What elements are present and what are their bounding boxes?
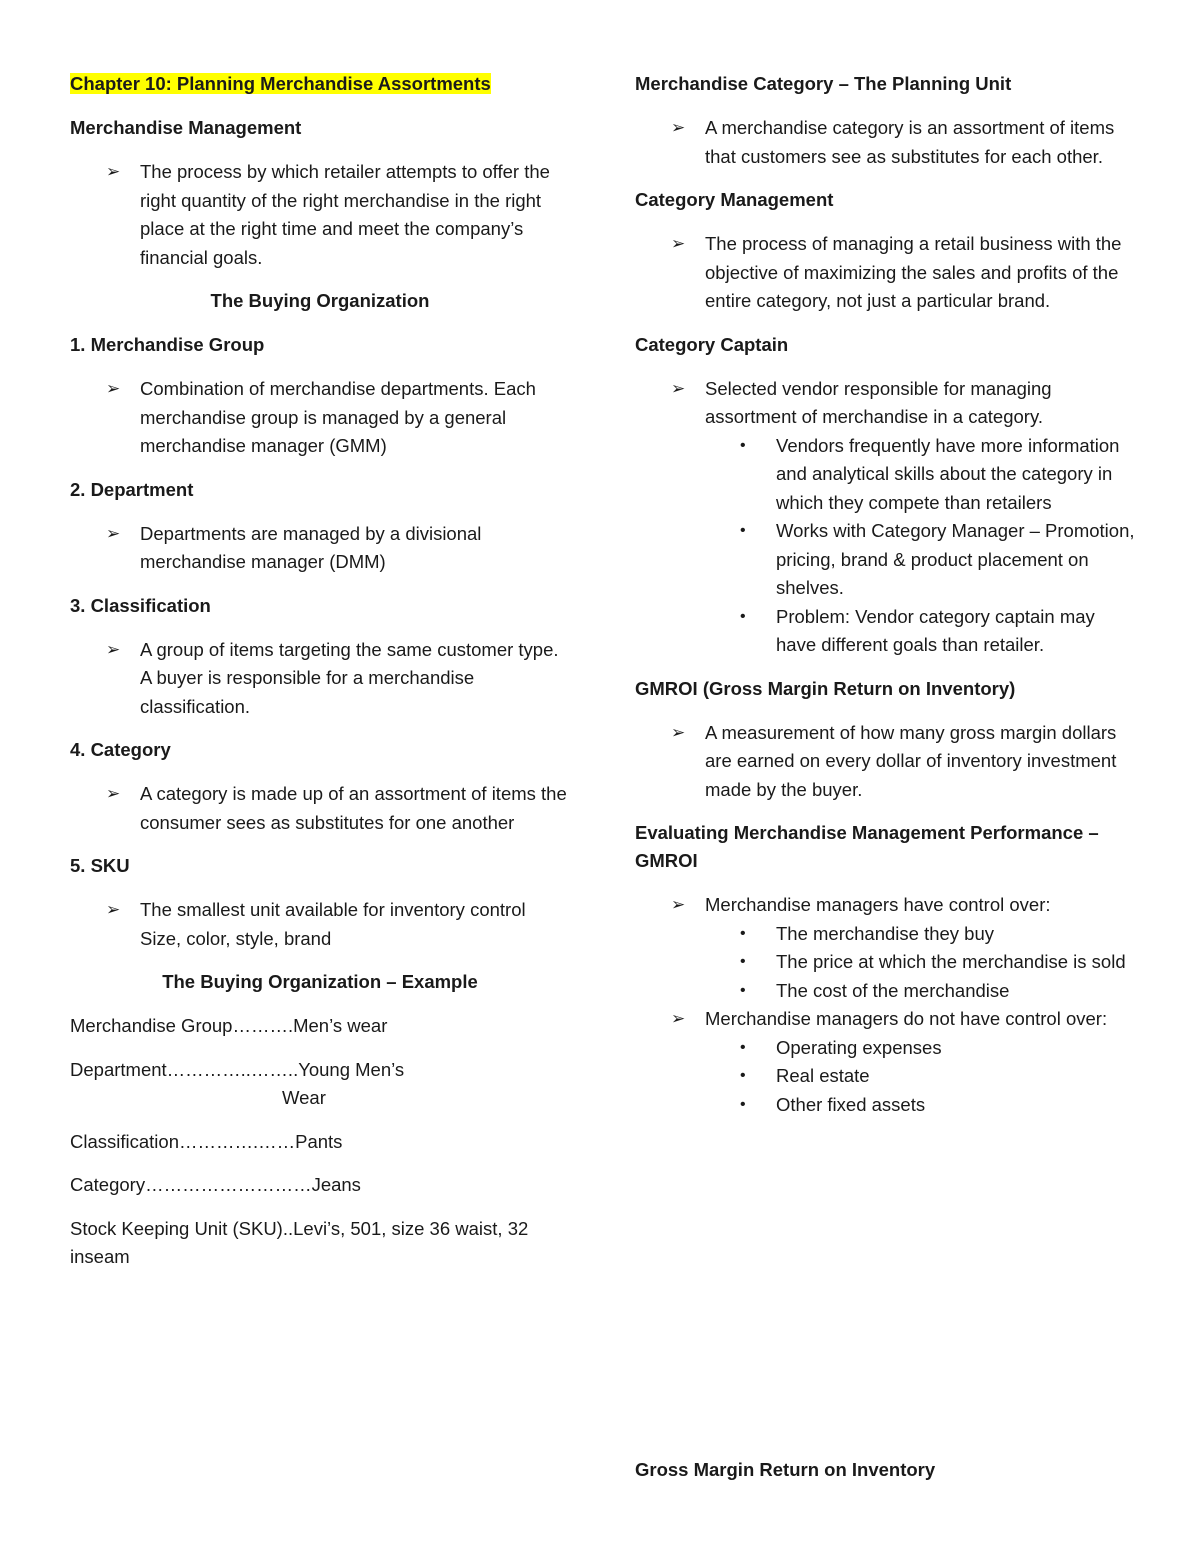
left-column [70,70,570,1287]
no-control-subpoints [635,1034,1135,1120]
example-row-category: Category………………………Jeans [70,1174,361,1195]
planning-unit-heading: Merchandise Category – The Planning Unit [635,73,1012,94]
level-bullet-merchandise-group: ➢ Combination of merchandise departments. Each merchandise group is managed by a general merchandise manager (GMM) [70,375,570,461]
example-title: The Buying Organization – Example [162,971,478,992]
level-heading-classification: 3. Classification [70,594,211,616]
dot-bullet-icon: • [740,1095,746,1113]
planning-unit-bullet: ➢ A merchandise category is an assortment of items that customers see as substitutes for each other. [635,114,1135,171]
list-item: • Real estate [635,1062,1135,1091]
dot-bullet-icon: • [740,924,746,942]
level-bullet-sku: ➢ The smallest unit available for inventory control Size, color, style, brand [70,896,570,953]
category-captain-bullet: ➢ Selected vendor responsible for managing assortment of merchandise in a category. [635,375,1135,432]
example-row-sku: Stock Keeping Unit (SKU)..Levi’s, 501, size 36 waist, 32 inseam [70,1217,529,1267]
evaluating-heading: Evaluating Merchandise Management Performance – GMROI [635,822,1099,871]
gmroi-bullet: ➢ A measurement of how many gross margin dollars are earned on every dollar of inventory investment made by the buyer. [635,719,1135,805]
arrow-bullet-icon: ➢ [106,639,121,659]
arrow-bullet-icon: ➢ [106,523,121,543]
merchandise-management-bullet: ➢ The process by which retailer attempts to offer the right quantity of the right merchandise in the right place at the right time and meet the company’s financial goals. [70,158,570,272]
list-item: • The merchandise they buy [635,920,1135,949]
level-heading-category: 4. Category [70,739,171,760]
example-row-department: Department…………..……..Young Men’s Wear [70,1058,405,1108]
arrow-bullet-icon: ➢ [106,900,121,919]
level-heading-sku: 5. SKU [70,855,130,876]
list-item: • Vendors frequently have more information and analytical skills about the category in which they compete than retailers [635,432,1135,518]
category-captain-subpoints [635,432,1135,660]
category-captain-heading: Category Captain [635,333,789,355]
category-management-bullet: ➢ The process of managing a retail business with the objective of maximizing the sales and profits of the entire category, not just a particular brand. [635,230,1135,316]
arrow-bullet-icon: ➢ [671,722,686,742]
arrow-bullet-icon: ➢ [106,162,121,181]
level-bullet-classification: ➢ A group of items targeting the same customer type. A buyer is responsible for a merchandise classification. [70,636,570,722]
gross-margin-return-title: Gross Margin Return on Inventory [635,1459,936,1480]
dot-bullet-icon: • [740,436,746,454]
arrow-bullet-icon: ➢ [671,1009,686,1028]
gmroi-heading: GMROI (Gross Margin Return on Inventory) [635,677,1016,699]
level-heading-merchandise-group: 1. Merchandise Group [70,334,265,355]
dot-bullet-icon: • [740,1067,746,1084]
list-item: • The cost of the merchandise [635,977,1135,1006]
chapter-title: Chapter 10: Planning Merchandise Assortments [70,73,491,94]
list-item: • Problem: Vendor category captain may have different goals than retailer. [635,603,1135,660]
arrow-bullet-icon: ➢ [671,895,686,914]
list-item: • The price at which the merchandise is sold [635,948,1135,977]
category-management-heading: Category Management [635,189,834,210]
buying-organization-title: The Buying Organization [210,290,430,311]
arrow-bullet-icon: ➢ [106,379,121,398]
arrow-bullet-icon: ➢ [106,784,121,803]
example-row-merchandise-group: Merchandise Group……….Men’s wear [70,1015,388,1036]
level-heading-department: 2. Department [70,478,194,500]
dot-bullet-icon: • [740,953,746,970]
list-item: • Operating expenses [635,1034,1135,1063]
level-bullet-department: ➢ Departments are managed by a divisional merchandise manager (DMM) [70,520,570,577]
dot-bullet-icon: • [740,607,746,625]
no-control-bullet: ➢ Merchandise managers do not have control over: [635,1005,1135,1034]
dot-bullet-icon: • [740,1038,746,1056]
level-bullet-category: ➢ A category is made up of an assortment of items the consumer sees as substitutes for one another [70,780,570,837]
list-item: • Other fixed assets [635,1091,1135,1120]
arrow-bullet-icon: ➢ [671,234,686,253]
dot-bullet-icon: • [740,981,746,999]
control-subpoints [635,920,1135,1006]
example-row-classification: Classification………….……Pants [70,1130,343,1152]
control-bullet: ➢ Merchandise managers have control over: [635,891,1135,920]
arrow-bullet-icon: ➢ [671,378,686,398]
arrow-bullet-icon: ➢ [671,118,686,137]
merchandise-management-heading: Merchandise Management [70,117,302,138]
dot-bullet-icon: • [740,522,746,539]
right-column [635,70,1135,1134]
list-item: • Works with Category Manager – Promotion, pricing, brand & product placement on shelves. [635,517,1135,603]
